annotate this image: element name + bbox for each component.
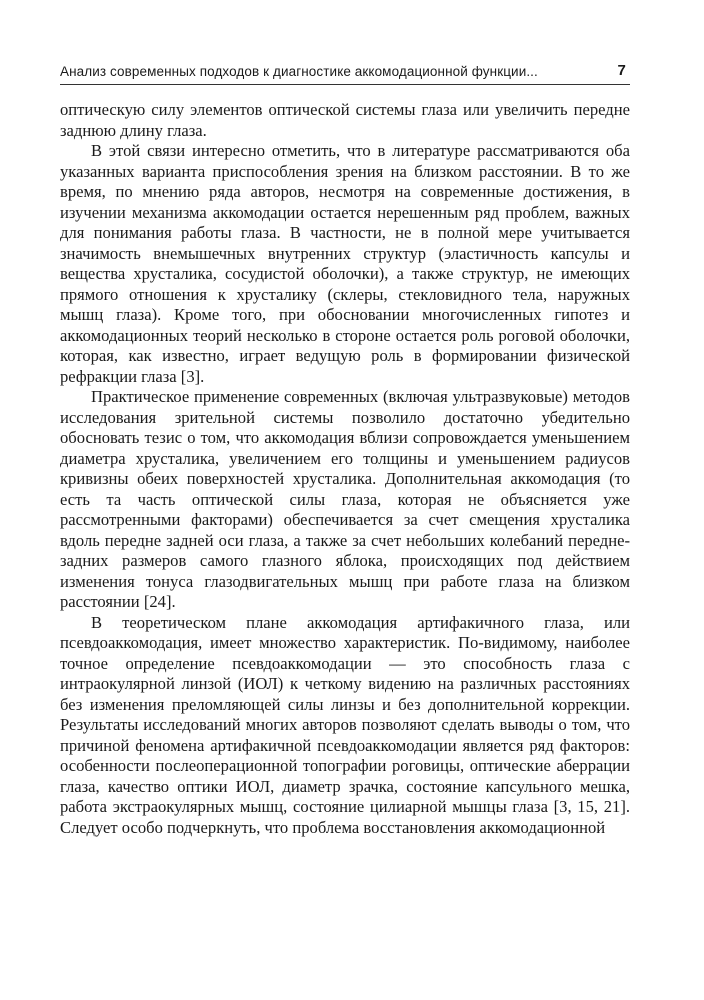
paragraph-continuation: оптическую силу элементов оптической системы глаза или увеличить передне заднюю длину глаза. [60,100,630,140]
paragraph-accommodation-problems: В этой связи интересно отметить, что в литературе рассматриваются оба указанных варианта приспособления зрения на близком расстоянии. В то же время, по мнению ряда авторов, несмотря на современные достижения, в изучении механизма аккомодации остается нерешенным ряд проблем, важных для понимания работы глаза. В частности, не в полной мере учитывается значимость внемышечных внутренних структур (эластичность капсулы и вещества хрусталика, сосудистой оболочки), а также структур, не имеющих прямого отношения к хрусталику (склеры, стекловидного тела, наружных мышц глаза). Кроме того, при обосновании многочисленных гипотез и аккомодационных теорий несколько в стороне остается роль роговой оболочки, которая, как известно, играет ведущую роль в формировании физической рефракции глаза [3]. [60,141,630,386]
page-number: 7 [617,62,626,79]
running-title: Анализ современных подходов к диагностике аккомодационной функции... [60,64,538,79]
running-header [60,62,630,85]
paragraph-ultrasound-methods: Практическое применение современных (включая ультразвуковые) методов исследования зрительной системы позволило достаточно убедительно обосновать тезис о том, что аккомодация вблизи сопровождается уменьшением диаметра хрусталика, увеличением его толщины и уменьшением радиусов кривизны обеих поверхностей хрусталика. Дополнительная аккомодация (то есть та часть оптической силы глаза, которая не объясняется уже рассмотренными факторами) обеспечивается за счет смещения хрусталика вдоль передне задней оси глаза, а также за счет небольших колебаний передне-задних размеров самого глазного яблока, происходящих под действием изменения тонуса глазодвигательных мышц при работе глаза на близком расстоянии [24]. [60,387,630,611]
body-text [60,100,630,838]
paragraph-pseudoaccommodation: В теоретическом плане аккомодация артифакичного глаза, или псевдоаккомодация, имеет множество характеристик. По-видимому, наиболее точное определение псевдоаккомодации — это способность глаза с интраокулярной линзой (ИОЛ) к четкому видению на различных расстояниях без изменения преломляющей силы линзы и без дополнительной коррекции. Результаты исследований многих авторов позволяют сделать выводы о том, что причиной феномена артифакичной псевдоаккомодации является ряд факторов: особенности послеоперационной топографии роговицы, оптические аберрации глаза, качество оптики ИОЛ, диаметр зрачка, состояние капсульного мешка, работа экстраокулярных мышц, состояние цилиарной мышцы глаза [3, 15, 21]. Следует особо подчеркнуть, что проблема восстановления аккомодационной [60,612,630,837]
